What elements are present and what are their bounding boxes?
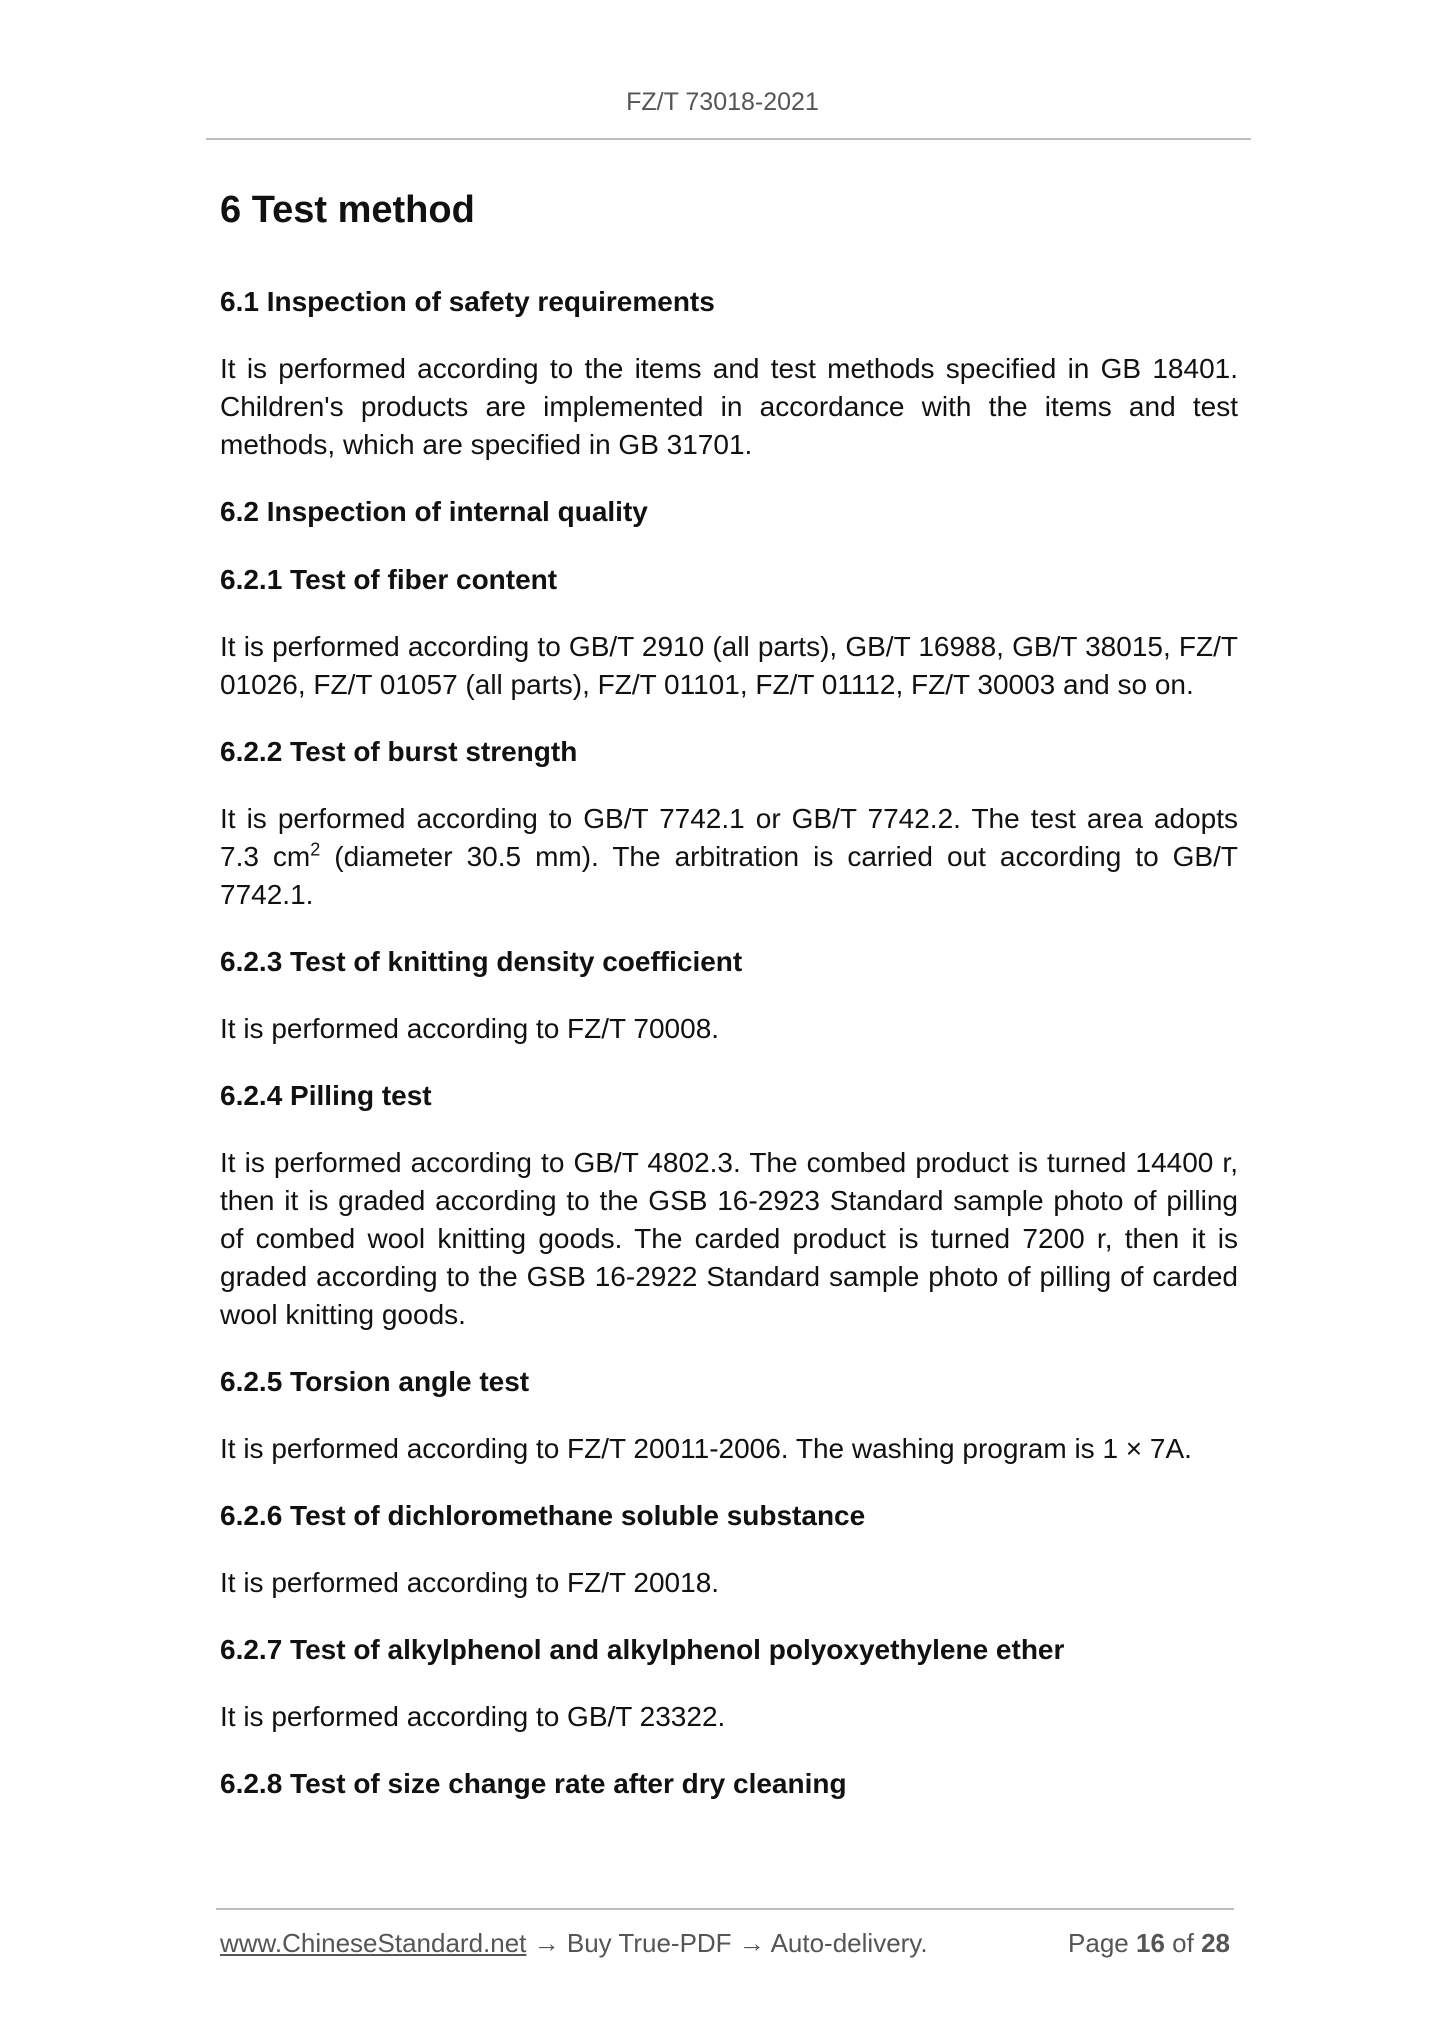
paragraph-6-2-6: It is performed according to FZ/T 20018. <box>220 1567 720 1598</box>
paragraph-6-2-3: It is performed according to FZ/T 70008. <box>220 1013 720 1044</box>
paragraph-6-2-2 <box>220 800 1238 914</box>
heading-6-2-2: 6.2.2 Test of burst strength <box>220 736 578 767</box>
heading-6-2-8: 6.2.8 Test of size change rate after dry cleaning <box>220 1768 847 1799</box>
header-divider <box>206 138 1251 140</box>
document-body <box>220 178 1238 1832</box>
heading-6-2-1: 6.2.1 Test of fiber content <box>220 564 558 595</box>
heading-6-2-4: 6.2.4 Pilling test <box>220 1080 432 1111</box>
heading-6-2: 6.2 Inspection of internal quality <box>220 496 648 527</box>
paragraph-6-2-2-part-b: (diameter 30.5 mm). The arbitration is carried out according to GB/T 7742.1. <box>220 841 1238 910</box>
section-title: 6 Test method <box>220 189 475 231</box>
total-page-number: 28 <box>1201 1928 1230 1958</box>
heading-6-1: 6.1 Inspection of safety requirements <box>220 286 715 317</box>
heading-6-2-3: 6.2.3 Test of knitting density coefficient <box>220 946 743 977</box>
paragraph-6-1: It is performed according to the items and test methods specified in GB 18401. Children's products are implemented in accordance with the items and test methods, which are specified in GB 31701. <box>220 353 1238 460</box>
document-number-header: FZ/T 73018-2021 <box>626 88 819 116</box>
page-label: Page <box>1068 1928 1129 1958</box>
paragraph-6-2-5: It is performed according to FZ/T 20011-2006. The washing program is 1 × 7A. <box>220 1433 1192 1464</box>
current-page-number: 16 <box>1136 1928 1165 1958</box>
of-label: of <box>1172 1928 1194 1958</box>
footer-divider <box>216 1908 1234 1910</box>
heading-6-2-5: 6.2.5 Torsion angle test <box>220 1366 530 1397</box>
paragraph-6-2-4: It is performed according to GB/T 4802.3. The combed product is turned 14400 r, then it is graded according to the GSB 16-2923 Standard sample photo of pilling of combed wool knitting goods. The carded product is turned 7200 r, then it is graded according to the GSB 16-2922 Standard sample photo of pilling of carded wool knitting goods. <box>220 1147 1238 1330</box>
paragraph-6-2-2-part-a: It is performed according to GB/T 7742.1 or GB/T 7742.2. The test area adopts 7.3 cm <box>220 803 1238 872</box>
heading-6-2-7: 6.2.7 Test of alkylphenol and alkylphenol polyoxyethylene ether <box>220 1634 1065 1665</box>
superscript-squared: 2 <box>310 839 321 860</box>
website-link[interactable]: www.ChineseStandard.net <box>220 1928 527 1958</box>
page-indicator <box>1068 1928 1230 1959</box>
page-footer <box>220 1928 1230 1959</box>
heading-6-2-6: 6.2.6 Test of dichloromethane soluble substance <box>220 1500 866 1531</box>
paragraph-6-2-1: It is performed according to GB/T 2910 (all parts), GB/T 16988, GB/T 38015, FZ/T 01026, FZ/T 01057 (all parts), FZ/T 01101, FZ/T 01112, FZ/T 30003 and so on. <box>220 631 1238 700</box>
footer-tagline: → Buy True-PDF → Auto-delivery. <box>526 1928 928 1958</box>
paragraph-6-2-7: It is performed according to GB/T 23322. <box>220 1701 726 1732</box>
